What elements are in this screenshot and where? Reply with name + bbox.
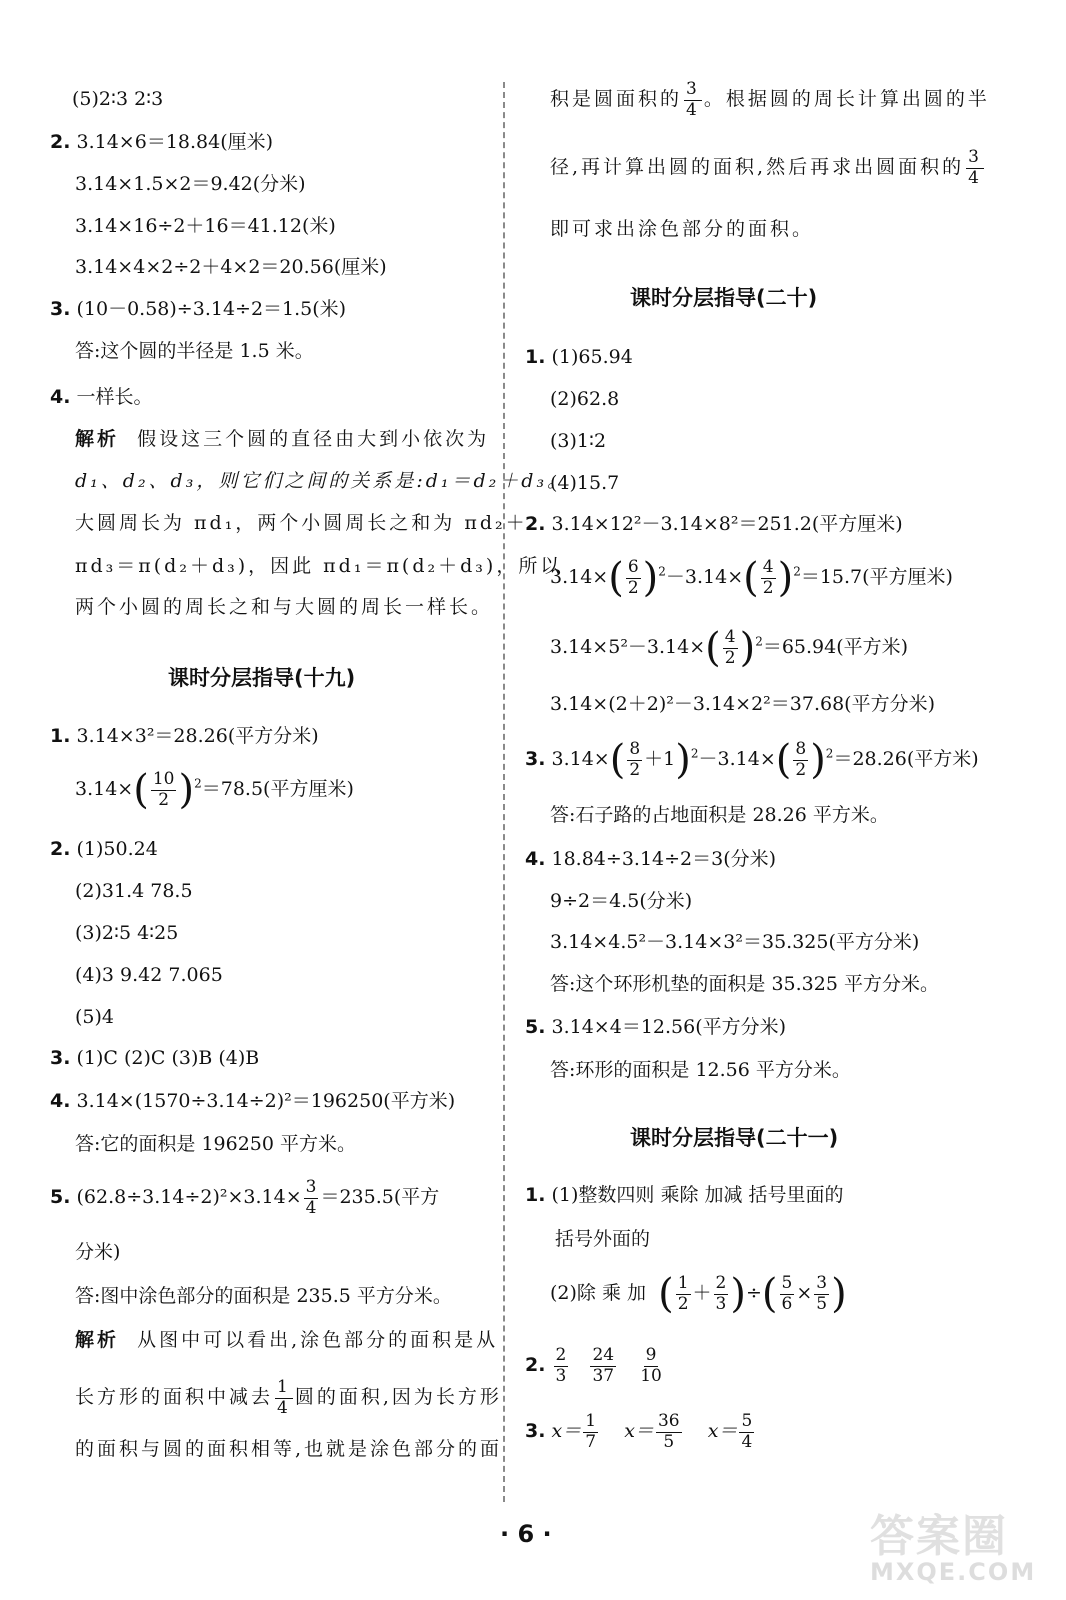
question-number: 2. xyxy=(50,838,71,860)
answer-text: (1)65.94 xyxy=(551,346,633,368)
explanation-text: 长方形的面积中减去 xyxy=(75,1386,274,1409)
fraction: $\frac{3}{4}$ xyxy=(968,147,982,188)
question-number: 1. xyxy=(525,1184,546,1206)
answer-formula: 3.14×( $\frac{10}{2}$ )$^2$＝78.5(平方厘米) xyxy=(75,767,354,814)
answer-formula: 3.14×( $\frac{6}{2}$ )$^2$－3.14×( $\frac{4}{2}$ )$^2$＝15.7(平方厘米) xyxy=(550,555,953,602)
formula-text: 3.14× xyxy=(75,778,134,801)
question-number: 3. xyxy=(50,298,71,320)
answer-text: 3.14×3²＝28.26(平方分米) xyxy=(76,725,319,747)
fraction: $\frac{10}{2}$ xyxy=(152,769,175,810)
fraction: $\frac{3}{5}$ xyxy=(816,1273,828,1314)
formula-text: －3.14× xyxy=(665,566,744,589)
explanation-line xyxy=(75,1331,498,1350)
answer-text: 3.14×4＝12.56(平方分米) xyxy=(551,1016,787,1038)
answer-formula: (2)除 乘 加 ( $\frac{1}{2}$ ＋ $\frac{2}{3}$ )÷( $\frac{5}{6}$ × $\frac{3}{5}$ ) xyxy=(550,1271,847,1318)
formula-text: ＋1 xyxy=(644,748,676,771)
watermark-logo-text: 答案圈 xyxy=(870,1511,1008,1562)
formula-text: ÷ xyxy=(745,1282,762,1305)
question-number: 3. xyxy=(525,1420,546,1443)
formula-text: × xyxy=(796,1282,813,1305)
answer-line: 3.14×4.5²－3.14×3²＝35.325(平方分米) xyxy=(550,931,920,953)
answer-line: (2)62.8 xyxy=(550,388,620,410)
answer-text: 3.14×12²－3.14×8²＝251.2(平方厘米) xyxy=(551,513,903,535)
explanation-tag: 解析 xyxy=(75,428,120,450)
answer-line: (3)1∶2 xyxy=(550,430,607,452)
explanation-text: 假设这三个圆的直径由大到小依次为 xyxy=(137,428,490,450)
s19-question-3 xyxy=(50,1049,259,1068)
answer-text: (1)整数四则 乘除 加减 括号里面的 xyxy=(551,1184,844,1206)
explanation-text: 积是圆面积的 xyxy=(550,88,683,111)
formula-text: ＝15.7(平方厘米) xyxy=(800,566,953,589)
answer-line: (4)3 9.42 7.065 xyxy=(75,964,223,986)
answer-text: 3.14×(1570÷3.14÷2)²＝196250(平方米) xyxy=(76,1090,456,1112)
watermark-logo xyxy=(870,1500,1050,1595)
formula-text: ＝28.26(平方米) xyxy=(833,748,979,771)
answer-line: (3)2∶5 4∶25 xyxy=(75,922,179,944)
s20-question-2 xyxy=(525,515,903,534)
formula-text: 3.14× xyxy=(551,748,610,771)
question-number: 2. xyxy=(525,513,546,535)
fraction: $\frac{2}{3}$ xyxy=(555,1345,567,1386)
formula-text: (2)除 乘 加 xyxy=(550,1282,646,1305)
answer-line: 3.14×16÷2＋16＝41.12(米) xyxy=(75,215,336,237)
explanation-text: 。根据圆的周长计算出圆的半 xyxy=(703,88,990,111)
fraction: $\frac{4}{2}$ xyxy=(724,627,736,668)
answer-text: 18.84÷3.14÷2＝3(分米) xyxy=(551,848,777,870)
answer-text: 3.14×6＝18.84(厘米) xyxy=(76,131,274,153)
s20-question-4 xyxy=(525,850,776,869)
answer-text: 一样长。 xyxy=(76,386,153,408)
answer-line: 答:图中涂色部分的面积是 235.5 平方分米。 xyxy=(75,1285,452,1307)
formula-text: 3.14× xyxy=(550,566,609,589)
answer-line: 9÷2＝4.5(分米) xyxy=(550,890,693,912)
question-number: 3. xyxy=(525,748,546,771)
answer-line: 3.14×4×2÷2＋4×2＝20.56(厘米) xyxy=(75,256,387,278)
question-number: 1. xyxy=(525,346,546,368)
answer-line: 答:石子路的占地面积是 28.26 平方米。 xyxy=(550,804,889,826)
section-heading: 课时分层指导(十九) xyxy=(168,666,356,690)
fraction: $\frac{1}{4}$ xyxy=(277,1377,291,1418)
formula-text: －3.14× xyxy=(698,748,776,771)
fraction: $\frac{5}{6}$ xyxy=(781,1273,793,1314)
question-number: 4. xyxy=(525,848,546,870)
fraction: $\frac{4}{2}$ xyxy=(762,557,774,598)
question-number: 2. xyxy=(525,1354,546,1377)
answer-line: 答:环形的面积是 12.56 平方分米。 xyxy=(550,1059,851,1081)
answer-line: (4)15.7 xyxy=(550,472,620,494)
formula-text: ＋ xyxy=(692,1282,712,1305)
question-number: 4. xyxy=(50,1090,71,1112)
question-number: 2. xyxy=(50,131,71,153)
explanation-line xyxy=(550,148,986,188)
formula-text: x＝ xyxy=(624,1420,654,1443)
explanation-text: 径,再计算出圆的面积,然后再求出圆面积的 xyxy=(550,156,965,179)
explanation-line xyxy=(550,80,990,120)
answer-line: (5)4 xyxy=(75,1006,115,1028)
explanation-line: d₁、d₂、d₃，则它们之间的关系是:d₁＝d₂＋d₃。 xyxy=(75,470,570,492)
fraction: $\frac{9}{10}$ xyxy=(640,1345,662,1386)
watermark-url: MXQE.COM xyxy=(870,1558,1037,1586)
explanation-line: 即可求出涂色部分的面积。 xyxy=(550,218,815,240)
fraction: $\frac{36}{5}$ xyxy=(657,1411,680,1452)
s20-question-1 xyxy=(525,348,633,367)
answer-line: 分米) xyxy=(75,1241,121,1263)
explanation-line: 大圆周长为 πd₁，两个小圆周长之和为 πd₂＋ xyxy=(75,512,528,534)
question-number: 3. xyxy=(50,1047,71,1069)
fraction: $\frac{2}{3}$ xyxy=(715,1273,727,1314)
answer-line: (2)31.4 78.5 xyxy=(75,880,193,902)
section-heading: 课时分层指导(二十一) xyxy=(630,1126,839,1150)
formula-text: ＝235.5(平方 xyxy=(320,1186,440,1209)
column-divider xyxy=(503,82,505,1502)
formula-text: x＝ xyxy=(707,1420,738,1443)
answer-text: (1)C (2)C (3)B (4)B xyxy=(76,1047,260,1069)
question-2 xyxy=(50,133,273,152)
fraction: $\frac{24}{37}$ xyxy=(592,1345,615,1386)
formula-text: ＝65.94(平方米) xyxy=(762,636,909,659)
s19-question-5 xyxy=(50,1178,439,1218)
page-number: · 6 · xyxy=(500,1520,552,1548)
s20-question-3: 3. 3.14×( $\frac{8}{2}$ ＋1)$^2$－3.14×( $\frac{8}{2}$ )$^2$＝28.26(平方米) xyxy=(525,737,979,784)
explanation-line: 两个小圆的周长之和与大圆的周长一样长。 xyxy=(75,596,494,618)
answer-text: (10－0.58)÷3.14÷2＝1.5(米) xyxy=(76,298,347,320)
answer-line: 3.14×(2＋2)²－3.14×2²＝37.68(平方分米) xyxy=(550,693,935,715)
answer-line: 答:它的面积是 196250 平方米。 xyxy=(75,1133,357,1155)
section-heading: 课时分层指导(二十) xyxy=(630,286,818,310)
explanation-line xyxy=(75,1378,502,1418)
fraction: $\frac{8}{2}$ xyxy=(795,739,807,780)
question-number: 1. xyxy=(50,725,71,747)
answer-line: 3.14×1.5×2＝9.42(分米) xyxy=(75,173,306,195)
s19-question-2 xyxy=(50,840,158,859)
formula-text: x＝ xyxy=(551,1420,582,1443)
s21-question-1 xyxy=(525,1186,844,1205)
s20-question-5 xyxy=(525,1018,786,1037)
explanation-line: 的面积与圆的面积相等,也就是涂色部分的面 xyxy=(75,1438,503,1460)
answer-line: 括号外面的 xyxy=(555,1228,651,1250)
fraction: $\frac{1}{2}$ xyxy=(677,1273,689,1314)
explanation-tag: 解析 xyxy=(75,1329,120,1351)
answer-line: 答:这个圆的半径是 1.5 米。 xyxy=(75,340,314,362)
explanation-line: πd₃＝π(d₂＋d₃)，因此 πd₁＝π(d₂＋d₃)，所以 xyxy=(75,555,563,577)
formula-text: (62.8÷3.14÷2)²×3.14× xyxy=(76,1186,302,1209)
fraction: $\frac{3}{4}$ xyxy=(305,1177,317,1218)
s19-question-1 xyxy=(50,727,319,746)
fraction: $\frac{5}{4}$ xyxy=(741,1411,753,1452)
fraction: $\frac{6}{2}$ xyxy=(627,557,639,598)
explanation-text: 圆的面积,因为长方形 xyxy=(294,1386,502,1409)
s19-question-4 xyxy=(50,1092,455,1111)
question-number: 5. xyxy=(50,1186,71,1209)
question-4 xyxy=(50,388,153,407)
answer-text: (1)50.24 xyxy=(76,838,158,860)
answer-line: 答:这个环形机垫的面积是 35.325 平方分米。 xyxy=(550,973,939,995)
answer-line: (5)2∶3 2∶3 xyxy=(72,88,164,110)
explanation-text: 从图中可以看出,涂色部分的面积是从 xyxy=(137,1329,499,1351)
formula-text: 3.14×5²－3.14× xyxy=(550,636,706,659)
answer-formula: 3.14×5²－3.14×( $\frac{4}{2}$ )$^2$＝65.94(平方米) xyxy=(550,625,909,672)
question-number: 5. xyxy=(525,1016,546,1038)
question-number: 4. xyxy=(50,386,71,408)
question-3 xyxy=(50,300,346,319)
fraction: $\frac{8}{2}$ xyxy=(629,739,641,780)
explanation-line xyxy=(75,430,489,449)
formula-text: ＝78.5(平方厘米) xyxy=(201,778,354,801)
fraction: $\frac{3}{4}$ xyxy=(686,79,700,120)
fraction: $\frac{1}{7}$ xyxy=(585,1411,597,1452)
s21-question-2 xyxy=(525,1346,666,1386)
s21-question-3 xyxy=(525,1412,756,1452)
